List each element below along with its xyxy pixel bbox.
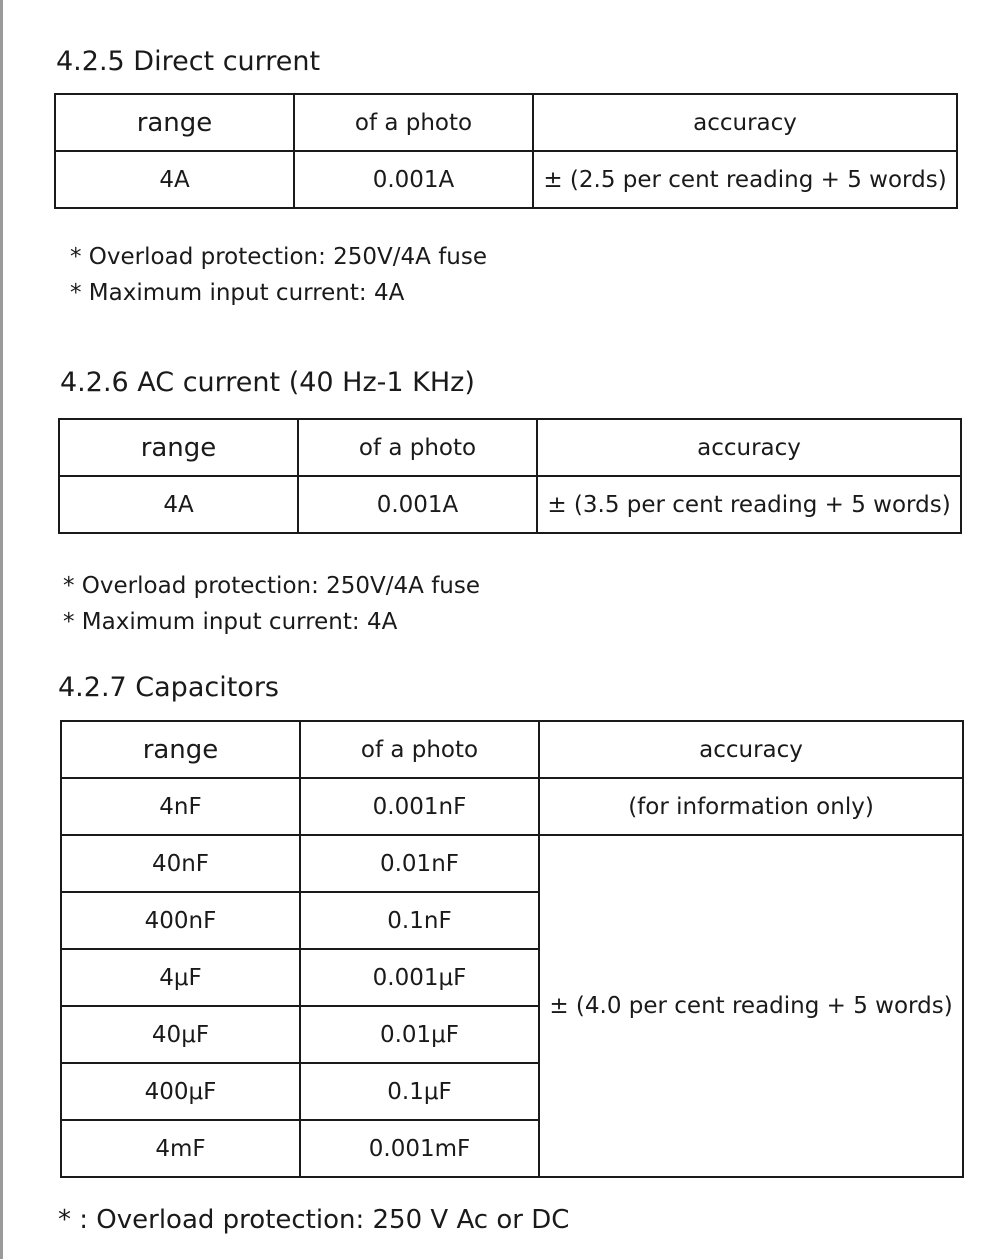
- resolution-cell: 0.1nF: [300, 892, 539, 949]
- range-cell: 40μF: [61, 1006, 300, 1063]
- resolution-cell: 0.001μF: [300, 949, 539, 1006]
- note-max-input-current: * Maximum input current: 4A: [70, 280, 405, 306]
- accuracy-cell: ± (2.5 per cent reading + 5 words): [533, 151, 957, 208]
- table-header-row: [55, 94, 957, 151]
- column-header-resolution: of a photo: [298, 419, 537, 476]
- resolution-cell: 0.001nF: [300, 778, 539, 835]
- table-row: [59, 476, 961, 533]
- section-heading-direct-current: 4.2.5 Direct current: [56, 46, 321, 77]
- note-max-input-current: * Maximum input current: 4A: [63, 609, 398, 635]
- range-cell: 4nF: [61, 778, 300, 835]
- resolution-cell: 0.001A: [298, 476, 537, 533]
- accuracy-cell: ± (3.5 per cent reading + 5 words): [537, 476, 961, 533]
- column-header-range: range: [59, 419, 298, 476]
- range-cell: 4μF: [61, 949, 300, 1006]
- direct-current-table: [54, 93, 958, 209]
- resolution-cell: 0.001A: [294, 151, 533, 208]
- resolution-cell: 0.01nF: [300, 835, 539, 892]
- resolution-cell: 0.1μF: [300, 1063, 539, 1120]
- ac-current-notes: [63, 568, 480, 640]
- column-header-range: range: [55, 94, 294, 151]
- column-header-accuracy: accuracy: [539, 721, 963, 778]
- column-header-accuracy: accuracy: [537, 419, 961, 476]
- resolution-cell: 0.01μF: [300, 1006, 539, 1063]
- column-header-resolution: of a photo: [300, 721, 539, 778]
- column-header-resolution: of a photo: [294, 94, 533, 151]
- note-overload-protection: * Overload protection: 250V/4A fuse: [63, 573, 481, 599]
- table-row: [61, 835, 963, 892]
- section-heading-capacitors: 4.2.7 Capacitors: [58, 672, 279, 703]
- page-left-border: [0, 0, 3, 1259]
- direct-current-notes: [70, 239, 487, 311]
- capacitors-table: [60, 720, 964, 1178]
- resolution-cell: 0.001mF: [300, 1120, 539, 1177]
- ac-current-table: [58, 418, 962, 534]
- table-header-row: [61, 721, 963, 778]
- table-row: [55, 151, 957, 208]
- range-cell: 4A: [59, 476, 298, 533]
- accuracy-cell: (for information only): [539, 778, 963, 835]
- range-cell: 400μF: [61, 1063, 300, 1120]
- range-cell: 4A: [55, 151, 294, 208]
- table-row: [61, 778, 963, 835]
- range-cell: 4mF: [61, 1120, 300, 1177]
- column-header-accuracy: accuracy: [533, 94, 957, 151]
- capacitors-footnote: * : Overload protection: 250 V Ac or DC: [58, 1205, 570, 1235]
- accuracy-cell-merged: ± (4.0 per cent reading + 5 words): [539, 835, 963, 1177]
- note-overload-protection: * Overload protection: 250V/4A fuse: [70, 244, 488, 270]
- section-heading-ac-current: 4.2.6 AC current (40 Hz-1 KHz): [60, 367, 475, 398]
- range-cell: 400nF: [61, 892, 300, 949]
- range-cell: 40nF: [61, 835, 300, 892]
- table-header-row: [59, 419, 961, 476]
- column-header-range: range: [61, 721, 300, 778]
